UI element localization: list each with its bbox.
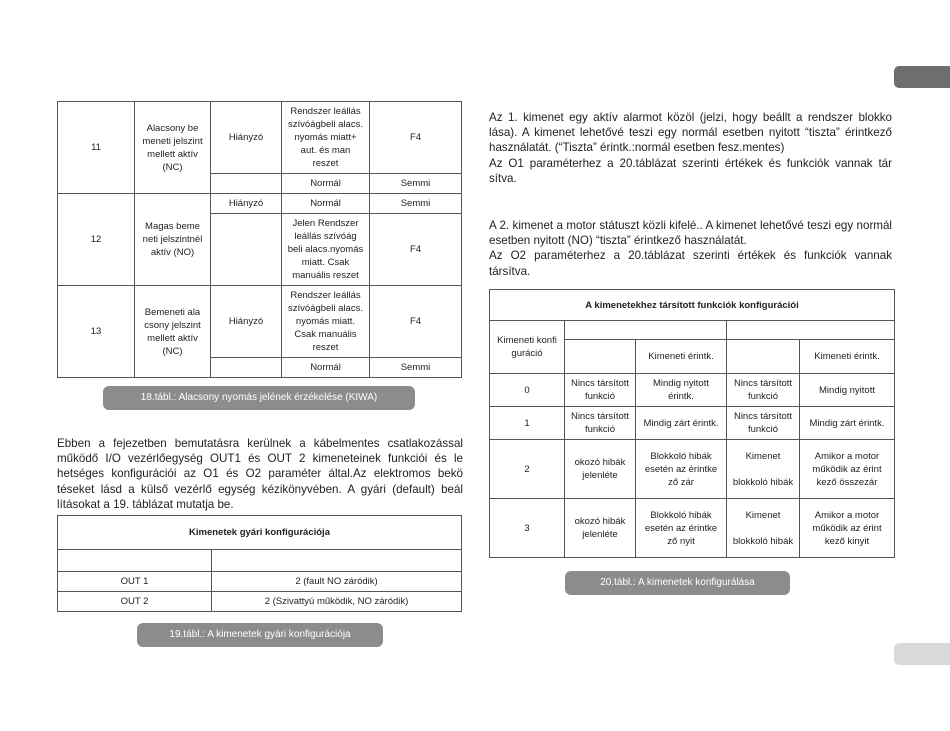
- table-row: [490, 440, 895, 499]
- cell: Nincs társított funkció: [727, 374, 800, 407]
- table-row: [58, 572, 462, 592]
- paragraph-text: Ebben a fejezetben bemutatásra kerülnek a kábelmentes csatlakozással működő I/O vezérlőegység OUT1 és OUT 2 kimeneteinek funkciói és le hetséges konfigurációi az O1 és O2 paraméter által.Az elektromos bekö téseket lásd a külső vezérlő egység kézikönyvében. A gyári (default) beál lításokat a 19. táblázat mutatja be.: [57, 437, 463, 511]
- cell: Normál: [282, 174, 370, 194]
- row-number: 12: [58, 194, 135, 286]
- cell: Mindig zárt érintk.: [800, 407, 895, 440]
- cell: Mindig nyitott érintk.: [636, 374, 727, 407]
- cell: Hiányzó: [211, 102, 282, 174]
- cell: Kimenet blokkoló hibák: [727, 440, 800, 499]
- row-description: Magas beme neti jelszintnél aktív (NO): [135, 194, 211, 286]
- table-18-caption: 18.tábl.: Alacsony nyomás jelének érzékelése (KIWA): [103, 386, 415, 410]
- table-row: [58, 550, 462, 572]
- table-title-row: [58, 516, 462, 550]
- cell: Hiányzó: [211, 194, 282, 214]
- table-row: [58, 592, 462, 612]
- page-tab-marker: [894, 66, 950, 88]
- cell: Mindig zárt érintk.: [636, 407, 727, 440]
- cell: Normál: [282, 358, 370, 378]
- cell: Nincs társított funkció: [565, 374, 636, 407]
- cell: [565, 340, 636, 374]
- cell: 2: [490, 440, 565, 499]
- cell: [211, 214, 282, 286]
- cell: Kimeneti érintk.: [636, 340, 727, 374]
- cell: [211, 174, 282, 194]
- right-paragraph-1: [489, 110, 892, 186]
- cell: Nincs társított funkció: [565, 407, 636, 440]
- page-tab-marker-light: [894, 643, 950, 665]
- table-19-caption: 19.tábl.: A kimenetek gyári konfigurációja: [137, 623, 383, 647]
- table-row: [58, 194, 462, 214]
- cell: OUT 2: [58, 592, 212, 612]
- cell: Normál: [282, 194, 370, 214]
- table-title-row: [490, 290, 895, 321]
- cell: Amikor a motor működik az érint kező kinyit: [800, 499, 895, 558]
- table-row: [490, 407, 895, 440]
- cell: [211, 358, 282, 378]
- cell: [212, 550, 462, 572]
- table-18: [57, 101, 462, 378]
- cell: okozó hibák jelenléte: [565, 499, 636, 558]
- cell: 0: [490, 374, 565, 407]
- cell: Rendszer leállás szívóágbeli alacs. nyomás miatt. Csak manuális reszet: [282, 286, 370, 358]
- cell: Kimenet blokkoló hibák: [727, 499, 800, 558]
- paragraph-text: Az 1. kimenet egy aktív alarmot közöl (jelzi, hogy beállt a rendszer blokko lása). A kimenet lehetővé teszi egy normál esetben nyitott “tiszta” érintkező használatát. (“Tiszta” érintk.:normál esetben fesz.mentes): [489, 111, 892, 155]
- right-paragraph-2: [489, 218, 892, 279]
- row-header: Kimeneti konfi guráció: [490, 321, 565, 374]
- table-title: A kimenetekhez társított funkciók konfigurációi: [490, 290, 895, 321]
- paragraph-text: Az O1 paraméterhez a 20.táblázat szerinti értékek és funkciók vannak tár sítva.: [489, 156, 892, 185]
- cell: 3: [490, 499, 565, 558]
- table-row: [490, 499, 895, 558]
- cell: 2 (Szivattyú működik, NO záródik): [212, 592, 462, 612]
- paragraph-text: Az O2 paraméterhez a 20.táblázat szerinti értékek és funkciók vannak társítva.: [489, 249, 892, 278]
- cell: Hiányzó: [211, 286, 282, 358]
- cell: [727, 321, 895, 340]
- cell: Kimeneti érintk.: [800, 340, 895, 374]
- cell: Mindig nyitott: [800, 374, 895, 407]
- table-20-caption: 20.tábl.: A kimenetek konfigurálása: [565, 571, 790, 595]
- cell: Blokkoló hibák esetén az érintke ző zár: [636, 440, 727, 499]
- cell: Amikor a motor működik az érint kező összezár: [800, 440, 895, 499]
- cell: F4: [370, 102, 462, 174]
- table-row: [58, 286, 462, 358]
- cell: 2 (fault NO záródik): [212, 572, 462, 592]
- cell: F4: [370, 286, 462, 358]
- table-19: [57, 515, 462, 612]
- table-row: [490, 374, 895, 407]
- cell: F4: [370, 214, 462, 286]
- cell: [565, 321, 727, 340]
- table-row: [58, 102, 462, 174]
- table-title: Kimenetek gyári konfigurációja: [58, 516, 462, 550]
- row-number: 11: [58, 102, 135, 194]
- row-description: Alacsony be meneti jelszint mellett aktív (NC): [135, 102, 211, 194]
- row-number: 13: [58, 286, 135, 378]
- row-description: Bemeneti ala csony jelszint mellett aktív (NC): [135, 286, 211, 378]
- left-paragraph: [57, 436, 463, 512]
- cell: Blokkoló hibák esetén az érintke ző nyit: [636, 499, 727, 558]
- cell: Semmi: [370, 194, 462, 214]
- table-20: [489, 289, 895, 558]
- cell: Nincs társított funkció: [727, 407, 800, 440]
- cell: Jelen Rendszer leállás szívóág beli alacs.nyomás miatt. Csak manuális reszet: [282, 214, 370, 286]
- cell: OUT 1: [58, 572, 212, 592]
- cell: Semmi: [370, 174, 462, 194]
- cell: 1: [490, 407, 565, 440]
- cell: [58, 550, 212, 572]
- paragraph-text: A 2. kimenet a motor státuszt közli kifelé.. A kimenet lehetővé teszi egy normál esetben nyitott (NO) “tiszta” érintkező használatát.: [489, 219, 892, 248]
- cell: okozó hibák jelenléte: [565, 440, 636, 499]
- cell: Rendszer leállás szívóágbeli alacs. nyomás miatt+ aut. és man reszet: [282, 102, 370, 174]
- cell: Semmi: [370, 358, 462, 378]
- cell: [727, 340, 800, 374]
- table-row: [490, 321, 895, 340]
